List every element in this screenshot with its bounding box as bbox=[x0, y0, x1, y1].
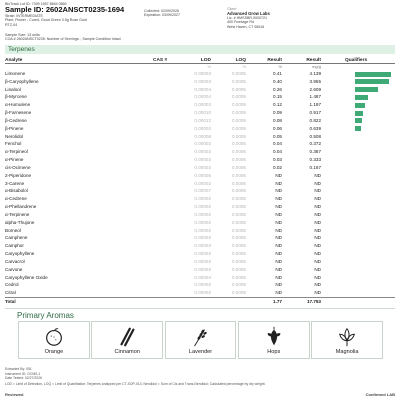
header-loq: LOQ bbox=[235, 58, 246, 63]
header-cas: CAS # bbox=[153, 58, 168, 63]
client-info bbox=[227, 7, 270, 29]
sample-info bbox=[5, 2, 124, 27]
analyte-cell: Limonene bbox=[5, 71, 26, 76]
expiration-date: Expiration: 03/09/2027 bbox=[144, 13, 180, 18]
result-percent-cell: 0.05 bbox=[273, 133, 282, 139]
result-mg-cell: ND bbox=[314, 266, 321, 272]
orange-icon bbox=[43, 326, 65, 348]
result-mg-cell: ND bbox=[314, 219, 321, 225]
dates-info bbox=[144, 9, 180, 17]
loq-cell: 0.0005 bbox=[231, 251, 246, 257]
result-percent-cell: ND bbox=[275, 290, 282, 296]
lod-cell: 0.00002 bbox=[194, 180, 211, 186]
table-row bbox=[5, 78, 395, 86]
header-qualifiers: Qualifiers bbox=[345, 58, 368, 63]
table-row bbox=[5, 86, 395, 94]
result-mg-cell: ND bbox=[314, 172, 321, 178]
lod-cell: 0.00002 bbox=[194, 141, 211, 147]
unit-lod: % bbox=[207, 64, 211, 69]
lod-cell: 0.00002 bbox=[194, 196, 211, 202]
cinnamon-icon bbox=[116, 326, 138, 348]
loq-cell: 0.0005 bbox=[231, 94, 246, 100]
table-row bbox=[5, 93, 395, 101]
signature-right: Confirmed LAB bbox=[365, 392, 395, 397]
result-percent-cell: ND bbox=[275, 196, 282, 202]
result-percent-cell: ND bbox=[275, 227, 282, 233]
loq-cell: 0.0005 bbox=[231, 102, 246, 108]
result-mg-cell: ND bbox=[314, 227, 321, 233]
table-row bbox=[5, 219, 395, 227]
analyte-cell: cis-Ocimene bbox=[5, 164, 31, 170]
table-row bbox=[5, 203, 395, 211]
result-percent-cell: 0.12 bbox=[273, 102, 282, 108]
aroma-label: Magnolia bbox=[335, 349, 359, 355]
total-result-percent: 1.77 bbox=[273, 299, 282, 305]
analyte-cell: Camphene bbox=[5, 235, 28, 241]
table-row bbox=[5, 250, 395, 258]
header-result-mg: Result bbox=[306, 58, 321, 63]
result-percent-cell: ND bbox=[275, 235, 282, 241]
analyte-cell: α-Bisabolol bbox=[5, 188, 28, 194]
lod-cell: 0.00002 bbox=[194, 164, 211, 170]
lod-cell: 0.00004 bbox=[194, 274, 211, 280]
batch: RTZ-04 bbox=[5, 22, 18, 27]
unit-result-percent: % bbox=[278, 64, 282, 69]
result-mg-cell: ND bbox=[314, 188, 321, 194]
terpenes-title: Terpenes bbox=[8, 46, 35, 53]
result-mg-cell: 0.917 bbox=[309, 110, 321, 116]
loq-cell: 0.0005 bbox=[231, 227, 246, 233]
result-mg-cell: 0.372 bbox=[309, 141, 321, 147]
table-row bbox=[5, 109, 395, 117]
result-mg-cell: 2.609 bbox=[309, 86, 321, 92]
result-percent-cell: 0.03 bbox=[273, 157, 282, 163]
lod-cell: 0.00002 bbox=[194, 266, 211, 272]
unit-loq: % bbox=[242, 64, 246, 69]
terpene-table bbox=[5, 57, 395, 305]
qualifier-bar bbox=[355, 126, 361, 131]
analyte-cell: α-Humulene bbox=[5, 102, 31, 108]
table-header-row bbox=[5, 57, 395, 64]
loq-cell: 0.0005 bbox=[231, 110, 246, 116]
loq-cell: 0.0005 bbox=[231, 157, 246, 163]
analyte-cell: Linalool bbox=[5, 86, 21, 92]
total-label: Total bbox=[5, 299, 16, 305]
result-percent-cell: 0.15 bbox=[273, 94, 282, 100]
sample-size: Sample Size: 13 units bbox=[5, 33, 40, 37]
analyte-cell: Nerolidol bbox=[5, 133, 24, 139]
loq-cell: 0.0005 bbox=[231, 188, 246, 194]
analyte-cell: Fenchol bbox=[5, 141, 22, 147]
result-mg-cell: 0.822 bbox=[309, 117, 321, 123]
lavender-icon bbox=[189, 326, 211, 348]
table-body bbox=[5, 70, 395, 297]
table-row bbox=[5, 281, 395, 289]
client-license: Lic. # HMSSBR.0000721 bbox=[227, 16, 267, 21]
loq-cell: 0.0005 bbox=[231, 290, 246, 296]
loq-cell: 0.0005 bbox=[231, 235, 246, 241]
loq-cell: 0.0005 bbox=[231, 172, 246, 178]
table-row bbox=[5, 133, 395, 141]
table-row bbox=[5, 289, 395, 297]
analyte-cell: β-Farnesene bbox=[5, 110, 32, 116]
table-row bbox=[5, 195, 395, 203]
result-mg-cell: 0.367 bbox=[309, 149, 321, 155]
magnolia-icon bbox=[336, 326, 358, 348]
result-mg-cell: ND bbox=[314, 290, 321, 296]
client-name: Advanced Grow Labs bbox=[227, 11, 270, 17]
loq-cell: 0.0005 bbox=[231, 266, 246, 272]
table-row bbox=[5, 258, 395, 266]
result-mg-cell: 4.139 bbox=[309, 71, 321, 76]
terpenes-section-header bbox=[5, 45, 395, 54]
result-mg-cell: ND bbox=[314, 258, 321, 264]
result-mg-cell: ND bbox=[314, 204, 321, 210]
analyte-cell: Carvone bbox=[5, 266, 23, 272]
loq-cell: 0.0005 bbox=[231, 219, 246, 225]
qualifier-bar bbox=[355, 103, 365, 108]
lod-cell: 0.00002 bbox=[194, 149, 211, 155]
lod-cell: 0.00002 bbox=[194, 211, 211, 217]
result-mg-cell: ND bbox=[314, 211, 321, 217]
result-percent-cell: ND bbox=[275, 274, 282, 280]
analyte-cell: Camphor bbox=[5, 243, 24, 249]
collected-date: Collected: 02/09/2026 bbox=[144, 9, 179, 13]
table-row bbox=[5, 101, 395, 109]
analyte-cell: Borneol bbox=[5, 227, 21, 233]
analyte-cell: Caryophyllene bbox=[5, 251, 35, 257]
table-row bbox=[5, 156, 395, 164]
analyte-cell: Citral bbox=[5, 290, 16, 296]
instrument-id: Instrument ID: GCMS-1 bbox=[5, 371, 41, 376]
qualifier-bar bbox=[355, 111, 363, 116]
result-percent-cell: 0.04 bbox=[273, 141, 282, 147]
analyte-cell: α-Terpineol bbox=[5, 149, 28, 155]
analyte-cell: Cedrol bbox=[5, 282, 19, 288]
lod-cell: 0.00003 bbox=[194, 71, 211, 76]
lod-cell: 0.00005 bbox=[194, 172, 211, 178]
lod-cell: 0.00003 bbox=[194, 243, 211, 249]
result-percent-cell: ND bbox=[275, 188, 282, 194]
lod-cell: 0.00004 bbox=[194, 86, 211, 92]
qualifier-bar bbox=[355, 118, 362, 123]
header-result-percent: Result bbox=[267, 58, 282, 63]
result-percent-cell: 0.06 bbox=[273, 125, 282, 131]
result-percent-cell: 0.04 bbox=[273, 149, 282, 155]
loq-cell: 0.0005 bbox=[231, 258, 246, 264]
date-tested: Date Tested: 02/27/2026 bbox=[5, 376, 42, 380]
result-mg-cell: ND bbox=[314, 274, 321, 280]
aromas-title: Primary Aromas bbox=[17, 311, 74, 320]
loq-cell: 0.0005 bbox=[231, 211, 246, 217]
result-percent-cell: 0.26 bbox=[273, 86, 282, 92]
analyte-cell: α-Phellandrene bbox=[5, 204, 37, 210]
biotrack-id: BioTrack Lot ID: 7399 1557 8654 0850 bbox=[5, 2, 67, 6]
result-mg-cell: 1.197 bbox=[309, 102, 321, 108]
lod-cell: 0.00002 bbox=[194, 204, 211, 210]
result-mg-cell: 3.955 bbox=[309, 78, 321, 84]
table-row bbox=[5, 180, 395, 188]
analyte-cell: α-Cedrene bbox=[5, 196, 27, 202]
loq-cell: 0.0005 bbox=[231, 243, 246, 249]
loq-cell: 0.0005 bbox=[231, 204, 246, 210]
table-row bbox=[5, 164, 395, 172]
aroma-card-hops bbox=[238, 321, 310, 359]
signature-left: Reviewed bbox=[5, 392, 24, 397]
result-percent-cell: ND bbox=[275, 180, 282, 186]
qualifier-bar bbox=[355, 79, 389, 84]
lod-cell: 0.00008 bbox=[194, 133, 211, 139]
loq-cell: 0.0005 bbox=[231, 180, 246, 186]
aroma-cards bbox=[18, 321, 383, 359]
coa-line: COA # 2602ANSCT0235: Number of Servings: ; Sample Condition Intact bbox=[5, 37, 121, 42]
lod-cell: 0.00002 bbox=[194, 290, 211, 296]
result-percent-cell: 0.08 bbox=[273, 117, 282, 123]
lod-cell: 0.00002 bbox=[194, 227, 211, 233]
loq-cell: 0.0005 bbox=[231, 71, 246, 76]
lod-cell: 0.00002 bbox=[194, 251, 211, 257]
analyte-cell: β-Caryophyllene bbox=[5, 78, 39, 84]
analyte-cell: Caryophyllene Oxide bbox=[5, 274, 48, 280]
result-percent-cell: 0.09 bbox=[273, 110, 282, 116]
loq-cell: 0.0005 bbox=[231, 149, 246, 155]
lod-cell: 0.00004 bbox=[194, 94, 211, 100]
result-percent-cell: ND bbox=[275, 251, 282, 257]
footnote: LOD = Limit of Detection, LOQ = Limit of Quantitation; Terpenes analyzed per CT-SOP-013; Nerolidol = Sum of Cis and Trans-Nerolidol; Calculated percentage by dry weight. bbox=[5, 381, 266, 386]
table-row bbox=[5, 148, 395, 156]
result-percent-cell: ND bbox=[275, 204, 282, 210]
result-mg-cell: ND bbox=[314, 235, 321, 241]
sample-id: Sample ID: 2602ANSCT0235-1694 bbox=[5, 5, 125, 15]
analyte-cell: Carvacrol bbox=[5, 258, 25, 264]
result-mg-cell: 0.639 bbox=[309, 125, 321, 131]
result-percent-cell: ND bbox=[275, 243, 282, 249]
result-mg-cell: 1.487 bbox=[309, 94, 321, 100]
loq-cell: 0.0005 bbox=[231, 164, 246, 170]
client-address-2: West Haven, CT 06516 bbox=[227, 24, 265, 29]
loq-cell: 0.0005 bbox=[231, 282, 246, 288]
aroma-label: Hops bbox=[267, 349, 281, 355]
result-mg-cell: ND bbox=[314, 251, 321, 257]
report-footer bbox=[5, 367, 395, 397]
aroma-card-lavender bbox=[165, 321, 237, 359]
result-mg-cell: 0.333 bbox=[309, 157, 321, 163]
result-mg-cell: 0.508 bbox=[309, 133, 321, 139]
loq-cell: 0.0005 bbox=[231, 125, 246, 131]
table-row bbox=[5, 234, 395, 242]
client-label: Client bbox=[227, 7, 237, 11]
extracted-by: Extracted By: 051 bbox=[5, 367, 32, 371]
lod-cell: 0.00002 bbox=[194, 157, 211, 163]
matrix: Plant, Flower - Cured, Good Green 3.5g Rose Gold bbox=[5, 18, 87, 23]
result-mg-cell: ND bbox=[314, 180, 321, 186]
qualifier-bar bbox=[355, 95, 368, 100]
lod-cell: 0.00002 bbox=[194, 282, 211, 288]
analyte-cell: alpha-Thujone bbox=[5, 219, 35, 225]
aroma-card-cinnamon bbox=[91, 321, 163, 359]
hops-icon bbox=[263, 326, 285, 348]
lod-cell: 0.00002 bbox=[194, 125, 211, 131]
result-percent-cell: ND bbox=[275, 258, 282, 264]
analyte-cell: α-Pinene bbox=[5, 157, 24, 163]
analyte-cell: β-Myrcene bbox=[5, 94, 27, 100]
result-percent-cell: ND bbox=[275, 266, 282, 272]
loq-cell: 0.0005 bbox=[231, 196, 246, 202]
table-row bbox=[5, 70, 395, 78]
lod-cell: 0.00002 bbox=[194, 219, 211, 225]
analyte-cell: 3-Carene bbox=[5, 180, 25, 186]
result-mg-cell: ND bbox=[314, 243, 321, 249]
loq-cell: 0.0005 bbox=[231, 117, 246, 123]
table-row bbox=[5, 211, 395, 219]
table-row bbox=[5, 187, 395, 195]
table-row bbox=[5, 274, 395, 282]
result-mg-cell: ND bbox=[314, 196, 321, 202]
aroma-card-magnolia bbox=[311, 321, 383, 359]
table-row bbox=[5, 117, 395, 125]
analyte-cell: 2-Piperidone bbox=[5, 172, 32, 178]
qualifier-bar bbox=[355, 72, 391, 77]
qualifier-bar bbox=[355, 87, 378, 92]
result-mg-cell: ND bbox=[314, 282, 321, 288]
header-lod: LOD bbox=[200, 58, 211, 63]
lod-cell: 0.00002 bbox=[194, 258, 211, 264]
aroma-card-orange bbox=[18, 321, 90, 359]
strain: Strain: INTERMEDIATE bbox=[5, 14, 43, 19]
lod-cell: 0.00003 bbox=[194, 102, 211, 108]
aroma-label: Lavender bbox=[188, 349, 213, 355]
result-percent-cell: ND bbox=[275, 282, 282, 288]
table-row bbox=[5, 125, 395, 133]
client-address-1: 400 Frontage Rd bbox=[227, 20, 254, 25]
sample-summary bbox=[5, 33, 121, 41]
total-result-mg: 17.753 bbox=[306, 299, 321, 305]
result-percent-cell: 0.41 bbox=[273, 71, 282, 76]
result-percent-cell: ND bbox=[275, 172, 282, 178]
lod-cell: 0.00012 bbox=[194, 117, 211, 123]
table-row bbox=[5, 227, 395, 235]
table-row bbox=[5, 140, 395, 148]
result-percent-cell: 0.02 bbox=[273, 164, 282, 170]
table-row bbox=[5, 266, 395, 274]
analyte-cell: α-Terpinene bbox=[5, 211, 30, 217]
aroma-label: Orange bbox=[44, 349, 64, 355]
unit-result-mg: mg/g bbox=[312, 64, 321, 69]
loq-cell: 0.0005 bbox=[231, 86, 246, 92]
aromas-section-header bbox=[5, 308, 395, 320]
header-analyte: Analyte bbox=[5, 58, 23, 63]
analyte-cell: β-Cedrene bbox=[5, 117, 27, 123]
result-percent-cell: ND bbox=[275, 211, 282, 217]
aroma-label: Cinnamon bbox=[114, 349, 140, 355]
lod-cell: 0.00002 bbox=[194, 235, 211, 241]
table-row bbox=[5, 242, 395, 250]
lod-cell: 0.00010 bbox=[194, 110, 211, 116]
result-percent-cell: ND bbox=[275, 219, 282, 225]
loq-cell: 0.0005 bbox=[231, 133, 246, 139]
lod-cell: 0.00007 bbox=[194, 188, 211, 194]
table-row bbox=[5, 172, 395, 180]
loq-cell: 0.0005 bbox=[231, 141, 246, 147]
table-total-row bbox=[5, 297, 395, 305]
analyte-cell: β-Pinene bbox=[5, 125, 24, 131]
result-mg-cell: 0.167 bbox=[309, 164, 321, 170]
lod-cell: 0.00003 bbox=[194, 78, 211, 84]
result-percent-cell: 0.40 bbox=[273, 78, 282, 84]
loq-cell: 0.0005 bbox=[231, 274, 246, 280]
loq-cell: 0.0005 bbox=[231, 78, 246, 84]
